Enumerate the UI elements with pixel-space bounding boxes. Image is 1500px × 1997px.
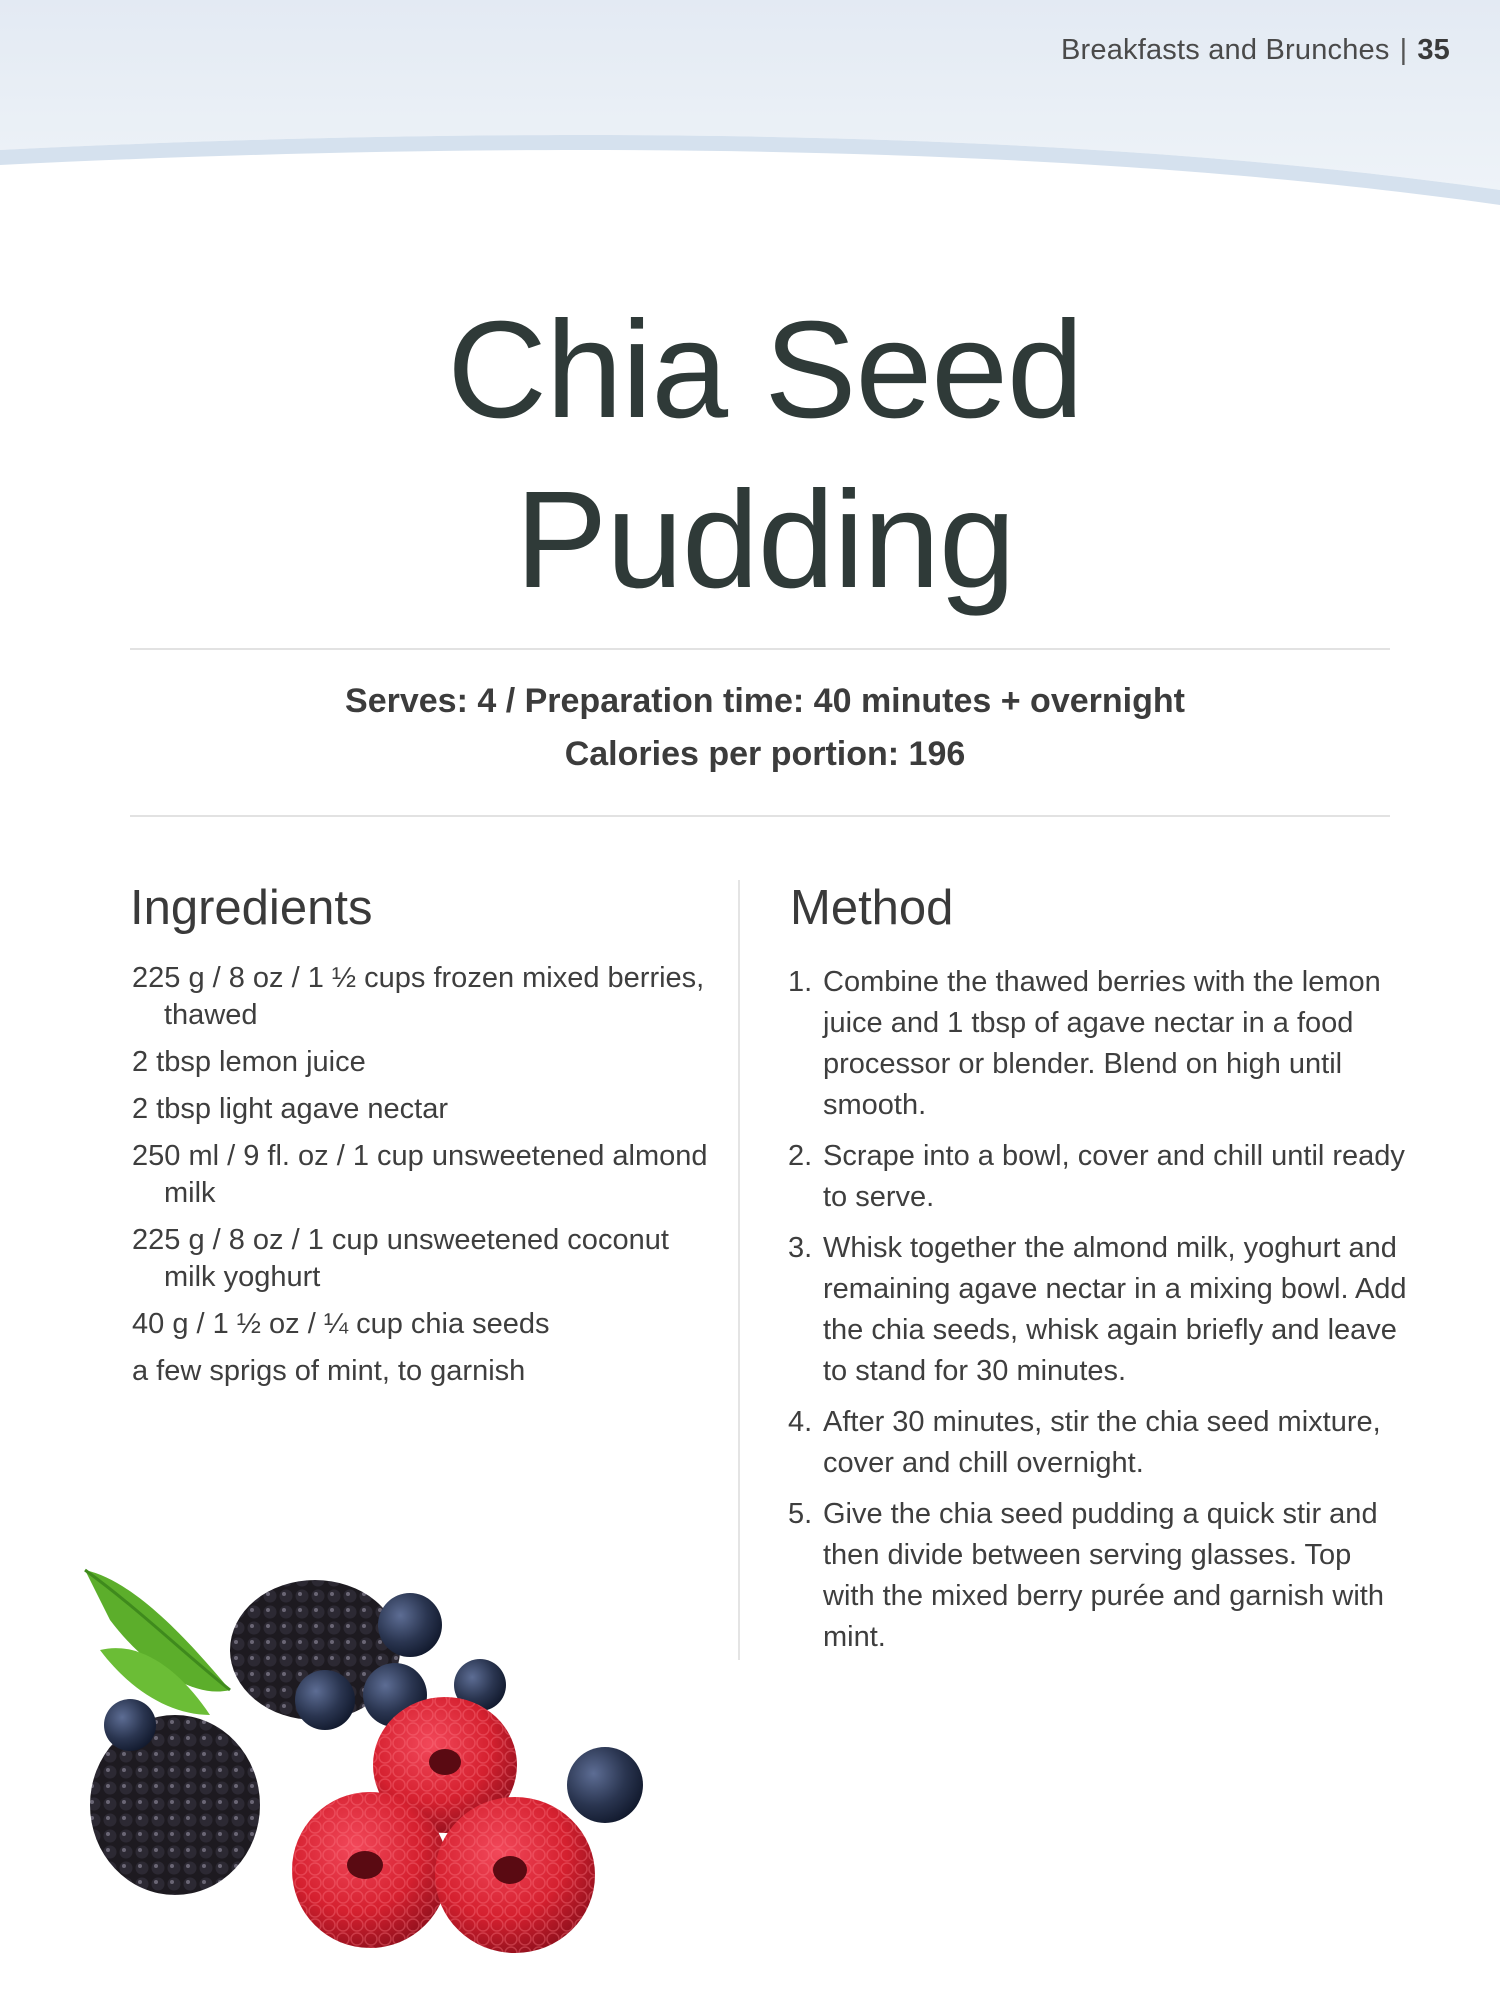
page-number: 35	[1417, 34, 1450, 66]
method-step	[788, 1494, 1408, 1658]
recipe-title	[0, 285, 1500, 625]
column-divider	[738, 880, 740, 1660]
step-text: Combine the thawed berries with the lemon juice and 1 tbsp of agave nectar in a food processor or blender. Blend on high until smooth.	[823, 966, 1381, 1121]
ingredient-item: 225 g / 8 oz / 1 ½ cups frozen mixed berries, thawed	[132, 962, 705, 1031]
serves-line: Serves: 4 / Preparation time: 40 minutes + overnight	[345, 682, 1185, 720]
ingredient-item: 2 tbsp lemon juice	[132, 1046, 366, 1078]
top-divider	[130, 648, 1390, 650]
mixed-berries-photo	[70, 1540, 670, 1970]
running-head	[1061, 34, 1450, 67]
step-number: 5.	[788, 1498, 813, 1530]
step-text: Scrape into a bowl, cover and chill until ready to serve.	[823, 1140, 1405, 1213]
method-step	[788, 962, 1408, 1126]
ingredients-list	[132, 960, 712, 1400]
ingredient-item: 2 tbsp light agave nectar	[132, 1093, 448, 1125]
mint-leaf-icon	[85, 1570, 230, 1715]
method-step	[788, 1402, 1408, 1484]
calories-line: Calories per portion: 196	[564, 735, 966, 773]
step-number: 4.	[788, 1406, 813, 1438]
header-separator: |	[1399, 34, 1408, 66]
method-list	[788, 962, 1408, 1668]
method-step	[788, 1228, 1408, 1392]
ingredient-item: a few sprigs of mint, to garnish	[132, 1355, 526, 1387]
raspberry-icon	[292, 1697, 595, 1953]
step-number: 2.	[788, 1140, 813, 1172]
title-line-1: Chia Seed	[447, 293, 1083, 447]
header-band	[0, 0, 1500, 210]
bottom-divider	[130, 815, 1390, 817]
step-text: Give the chia seed pudding a quick stir and then divide between serving glasses. Top with the mixed berry purée and garnish with mint.	[823, 1498, 1384, 1653]
step-number: 3.	[788, 1232, 813, 1264]
method-step	[788, 1136, 1408, 1218]
ingredient-item: 40 g / 1 ½ oz / ¼ cup chia seeds	[132, 1308, 550, 1340]
method-heading: Method	[790, 881, 954, 935]
step-text: After 30 minutes, stir the chia seed mixture, cover and chill overnight.	[823, 1406, 1381, 1479]
ingredients-heading: Ingredients	[130, 881, 373, 935]
step-number: 1.	[788, 966, 813, 998]
ingredient-item: 225 g / 8 oz / 1 cup unsweetened coconut milk yoghurt	[132, 1224, 669, 1293]
step-text: Whisk together the almond milk, yoghurt and remaining agave nectar in a mixing bowl. Add the chia seeds, whisk again briefly and leave to stand for 30 minutes.	[823, 1232, 1407, 1387]
title-line-2: Pudding	[515, 463, 1015, 617]
ingredient-item: 250 ml / 9 fl. oz / 1 cup unsweetened almond milk	[132, 1140, 708, 1209]
section-title: Breakfasts and Brunches	[1060, 34, 1390, 66]
